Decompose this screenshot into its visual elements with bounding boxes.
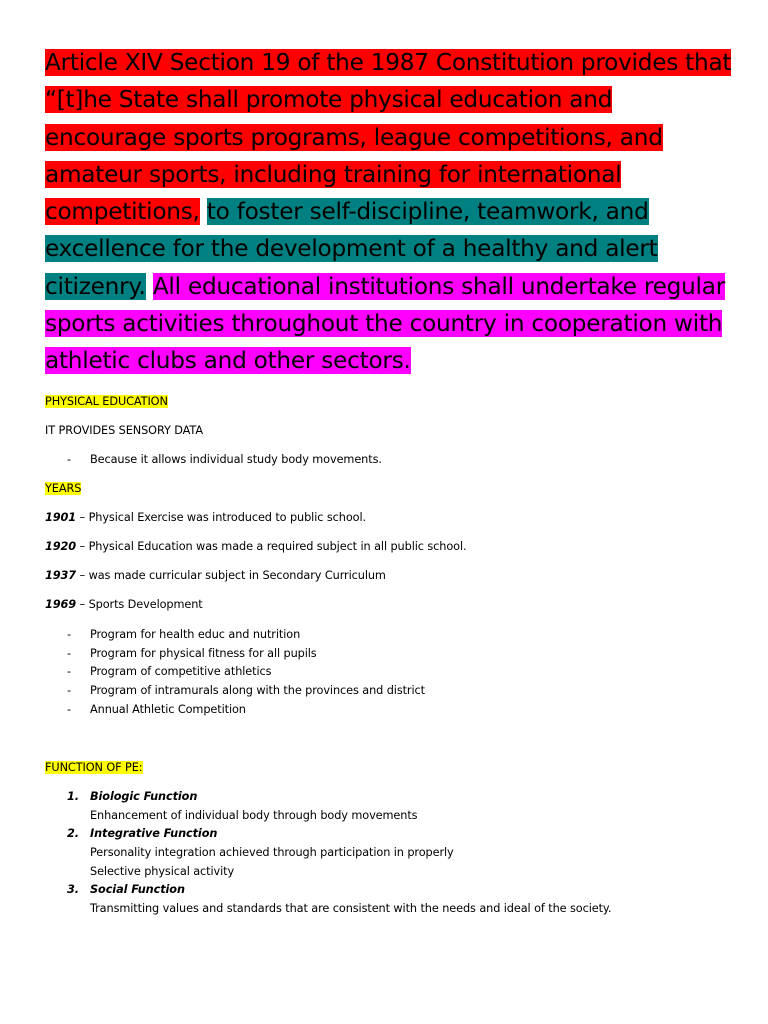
list-item: - Program for health educ and nutrition bbox=[67, 628, 301, 641]
function-description: Personality integration achieved through participation in properly bbox=[90, 846, 454, 860]
sensory-data-line: IT PROVIDES SENSORY DATA bbox=[45, 424, 203, 437]
list-item: 3. Social Function Transmitting values and standards that are consistent with the needs and ideal of the society. bbox=[45, 883, 611, 920]
year-entry: 1937 – was made curricular subject in Secondary Curriculum bbox=[45, 569, 386, 582]
list-item: - Program of intramurals along with the provinces and district bbox=[67, 684, 425, 698]
function-title: Biologic Function bbox=[90, 790, 198, 803]
quote-red-highlight: Article XIV Section 19 of the 1987 Constitution provides that “[t]he State shall promote physical education and encourage sports programs, league competitions, and amateur sports, including training for international competitions, bbox=[45, 49, 732, 226]
function-of-pe-heading: FUNCTION OF PE: bbox=[45, 761, 143, 774]
functions-list bbox=[45, 790, 611, 921]
function-description: Enhancement of individual body through body movements bbox=[90, 808, 418, 822]
document-page bbox=[45, 44, 735, 916]
list-item: - Annual Athletic Competition bbox=[67, 702, 246, 716]
quote-magenta-highlight: All educational institutions shall undertake regular sports activities throughout the country in cooperation with athletic clubs and other sectors. bbox=[45, 272, 725, 375]
list-item: - Program for physical fitness for all pupils bbox=[67, 646, 317, 660]
quote-teal-highlight: to foster self-discipline, teamwork, and excellence for the development of a healthy and alert citizenry. bbox=[45, 198, 658, 300]
list-item: - Because it allows individual study body movements. bbox=[67, 453, 382, 466]
programs-list bbox=[45, 628, 425, 721]
list-item: 1. Biologic Function Enhancement of individual body through body movements bbox=[45, 790, 611, 827]
physical-education-heading: PHYSICAL EDUCATION bbox=[45, 395, 168, 408]
years-heading: YEARS bbox=[45, 482, 82, 495]
sensory-bullet-list bbox=[45, 453, 382, 472]
year-entry: 1969 – Sports Development bbox=[45, 598, 203, 611]
list-item: - Program of competitive athletics bbox=[67, 665, 272, 679]
function-description: Transmitting values and standards that are consistent with the needs and ideal of the society. bbox=[90, 902, 612, 916]
year-entry: 1920 – Physical Education was made a required subject in all public school. bbox=[45, 540, 467, 553]
function-title: Integrative Function bbox=[90, 827, 218, 841]
function-title: Social Function bbox=[90, 883, 185, 897]
year-entry: 1901 – Physical Exercise was introduced to public school. bbox=[45, 511, 366, 524]
constitution-quote bbox=[45, 44, 735, 380]
list-item: 2. Integrative Function Personality integration achieved through participation in properly Selective physical activity bbox=[45, 827, 611, 883]
function-description: Selective physical activity bbox=[90, 864, 235, 878]
